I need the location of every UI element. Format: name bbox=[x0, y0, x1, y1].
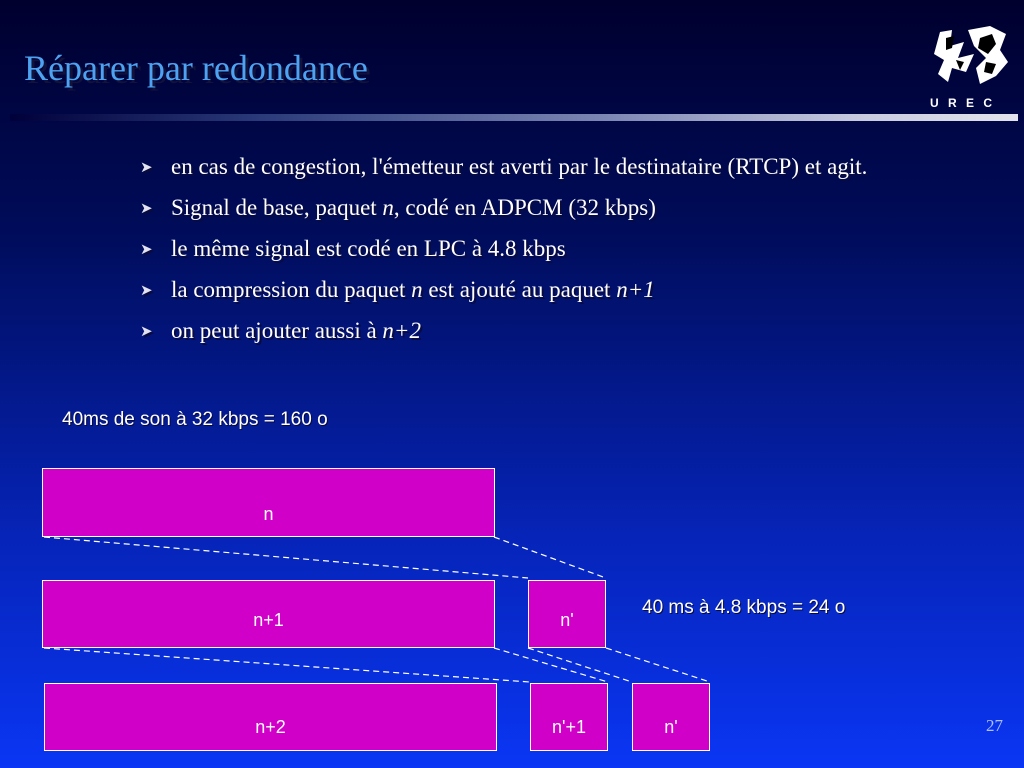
bullet-italic-text: n+2 bbox=[382, 318, 421, 343]
bullet-text: le même signal est codé en LPC à 4.8 kbps bbox=[171, 236, 566, 261]
note-full-rate: 40ms de son à 32 kbps = 160 o bbox=[62, 409, 328, 430]
bullet-item bbox=[140, 191, 880, 225]
slide-title: Réparer par redondance bbox=[24, 48, 368, 88]
bullet-text: , codé en ADPCM (32 kbps) bbox=[393, 195, 656, 220]
packet-n-plus-2-label: n+2 bbox=[255, 716, 286, 737]
packet-n-plus-1-label: n+1 bbox=[253, 609, 284, 630]
bullet-arrow-icon: ➤ bbox=[140, 242, 153, 258]
bullet-text: la compression du paquet bbox=[171, 277, 412, 302]
packet-n bbox=[42, 468, 495, 537]
bullet-item bbox=[140, 150, 880, 184]
bullet-item bbox=[140, 314, 880, 348]
title-divider bbox=[10, 114, 1018, 121]
packet-n-redundant-2 bbox=[632, 683, 710, 751]
bullet-list bbox=[140, 150, 880, 355]
bullet-item bbox=[140, 232, 880, 266]
bullet-text: Signal de base, paquet bbox=[171, 195, 383, 220]
logo-text: U R E C bbox=[930, 96, 996, 110]
urec-logo-icon bbox=[930, 24, 1010, 86]
packet-n-plus-1 bbox=[42, 580, 495, 648]
bullet-text: en cas de congestion, l'émetteur est averti par le destinataire (RTCP) et agit. bbox=[171, 154, 868, 179]
bullet-arrow-icon: ➤ bbox=[140, 201, 153, 217]
bullet-italic-text: n+1 bbox=[616, 277, 655, 302]
page-number: 27 bbox=[986, 716, 1003, 735]
packet-n-plus-1-redundant-label: n'+1 bbox=[552, 716, 586, 737]
packet-n-label: n bbox=[263, 504, 274, 524]
bullet-arrow-icon: ➤ bbox=[140, 160, 153, 176]
bullet-italic-text: n bbox=[382, 195, 394, 220]
note-compressed-rate: 40 ms à 4.8 kbps = 24 o bbox=[642, 597, 846, 618]
packet-n-plus-2 bbox=[44, 683, 497, 751]
packet-n-redundant-label: n' bbox=[560, 609, 574, 630]
bullet-italic-text: n bbox=[411, 277, 423, 302]
bullet-item bbox=[140, 273, 880, 307]
packet-n-plus-1-redundant bbox=[530, 683, 608, 751]
packet-n-redundant bbox=[528, 580, 606, 648]
bullet-text: on peut ajouter aussi à bbox=[171, 318, 383, 343]
bullet-arrow-icon: ➤ bbox=[140, 283, 153, 299]
packet-n-redundant-2-label: n' bbox=[664, 716, 678, 737]
bullet-text: est ajouté au paquet bbox=[422, 277, 617, 302]
bullet-arrow-icon: ➤ bbox=[140, 324, 153, 340]
